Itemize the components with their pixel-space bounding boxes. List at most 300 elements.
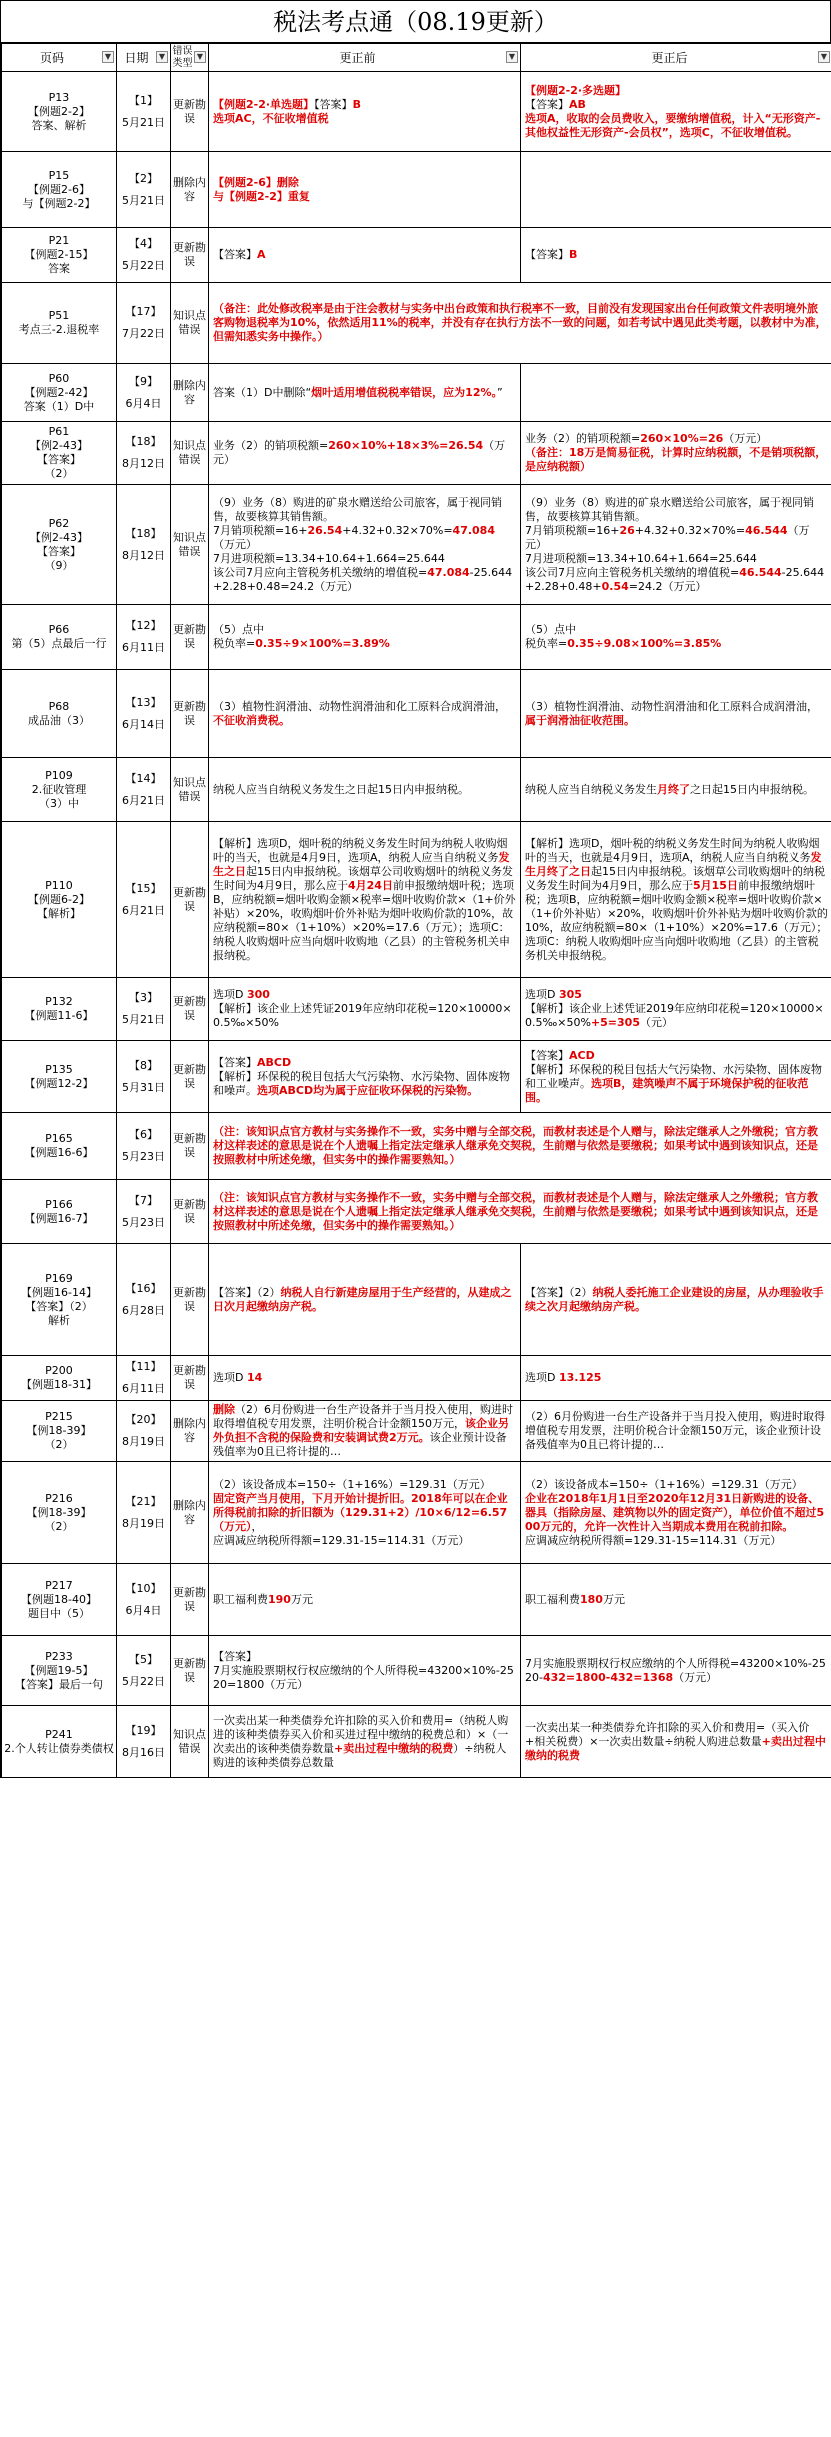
cell-text: 选项D	[525, 988, 559, 1001]
cell-text: （2）该设备成本=150÷（1+16%）=129.31（万元）	[213, 1477, 491, 1491]
highlighted-text: 14	[246, 1371, 263, 1384]
cell-date[interactable]	[117, 364, 171, 422]
error-type-text: 更新勘误	[173, 885, 206, 913]
cell-error-type[interactable]	[171, 1244, 209, 1356]
cell-note-merged[interactable]	[209, 1180, 831, 1244]
cell-date[interactable]	[117, 1564, 171, 1636]
table-row	[2, 1636, 831, 1706]
cell-after[interactable]	[521, 1244, 831, 1356]
highlighted-text: 纳税人委托施工企业建设的房屋，从办理验收手续之次月起缴纳房产税。	[525, 1285, 824, 1313]
highlighted-text: 属于润滑油征收范围。	[525, 713, 635, 727]
cell-page[interactable]	[2, 1564, 117, 1636]
cell-text: （万元）	[723, 432, 768, 445]
cell-date[interactable]	[117, 758, 171, 822]
highlighted-text: 不征收消费税。	[213, 713, 290, 727]
entry-date: 8月16日	[122, 1745, 165, 1759]
error-type-text: 更新勘误	[173, 1585, 206, 1613]
cell-error-type[interactable]	[171, 1113, 209, 1180]
highlighted-text: ACD	[569, 1048, 595, 1062]
cell-after[interactable]	[521, 1564, 831, 1636]
highlighted-text: 13.125	[558, 1371, 602, 1384]
cell-text: 业务（2）的销项税额=	[525, 432, 641, 445]
cell-date[interactable]	[117, 1636, 171, 1706]
cell-before[interactable]	[209, 1356, 521, 1401]
cell-error-type[interactable]	[171, 1180, 209, 1244]
cell-text: 该企业预计设备残值率为0且已将计提的…	[213, 1431, 507, 1458]
cell-text: 【解析】该企业上述凭证2019年应纳印花税=120×10000×0.5‰×50%	[525, 1002, 824, 1029]
header-type	[171, 44, 209, 72]
error-type-text: 删除内容	[173, 1498, 206, 1526]
highlighted-text: 删除	[213, 1403, 235, 1416]
cell-text: 万元	[290, 1592, 313, 1606]
cell-text: =24.2（万元）	[628, 579, 707, 593]
cell-text: 前申报缴纳烟叶税；选项B，应纳税额=烟叶收购金额×税率=烟叶收购价款×（1+价外补贴）×20%，收购烟叶价外补贴为烟叶收购价款的10%，故应纳税额=80×（1+10%）×20%=17.6（万元）；选项C：纳税人收购烟叶应当向烟叶收购地（乙县）的主管税务机关申报纳税。	[525, 878, 828, 962]
cell-text: 【解析】该企业上述凭证2019年应纳印花税=120×10000×0.5‰×50%	[213, 1002, 512, 1029]
highlighted-text: 260×10%=26	[640, 432, 724, 445]
cell-page[interactable]	[2, 605, 117, 670]
table-row	[2, 152, 831, 228]
cell-text: 答案（1）D中删除“	[213, 385, 312, 399]
cell-text: （万元） 7月进项税额=13.34+10.64+1.664=25.644 该公司7月应向主管税务机关缴纳的增值税=	[213, 537, 445, 579]
entry-date: 8月19日	[122, 1435, 165, 1448]
table-row	[2, 1356, 831, 1401]
table-row	[2, 283, 831, 364]
cell-before[interactable]	[209, 228, 521, 283]
page-ref-text: P200 【例题18-31】	[21, 1364, 97, 1391]
cell-text: 纳税人应当自纳税义务发生	[525, 782, 657, 796]
cell-error-type[interactable]	[171, 670, 209, 758]
error-type-text: 更新勘误	[173, 623, 206, 650]
highlighted-text: ABCD	[257, 1055, 292, 1069]
entry-number: 【18】	[125, 435, 162, 448]
cell-note-merged[interactable]	[209, 283, 831, 364]
highlighted-text: 0.35÷9.08×100%=3.85%	[567, 637, 722, 650]
cell-text: 选项D	[213, 988, 247, 1001]
entry-number: 【12】	[125, 619, 162, 632]
table-row	[2, 1401, 831, 1462]
table-row	[2, 1113, 831, 1180]
entry-number: 【18】	[125, 526, 162, 540]
highlighted-text: 47.084	[452, 523, 495, 537]
error-type-text: 删除内容	[173, 175, 206, 203]
entry-number: 【7】	[129, 1193, 158, 1207]
cell-page[interactable]	[2, 822, 117, 978]
cell-error-type[interactable]	[171, 1636, 209, 1706]
cell-after[interactable]	[521, 758, 831, 822]
cell-text: （2）6月份购进一台生产设备并于当月投入使用，购进时取得增值税专用发票，注明价税合计金额150万元，	[213, 1403, 513, 1430]
highlighted-text: 纳税人自行新建房屋用于生产经营的，从建成之日次月起缴纳房产税。	[213, 1285, 512, 1313]
highlighted-text: 46.544	[745, 523, 788, 537]
cell-page[interactable]	[2, 1636, 117, 1706]
page-ref-text: P233 【例题19-5】 【答案】最后一句	[15, 1649, 103, 1691]
entry-number: 【11】	[125, 1360, 162, 1373]
error-type-text: 更新勘误	[173, 1364, 206, 1391]
filter-dropdown-icon[interactable]: ▼	[506, 51, 518, 63]
cell-date[interactable]	[117, 822, 171, 978]
cell-text: （3）植物性润滑油、动物性润滑油和化工原料合成润滑油，	[525, 699, 818, 713]
cell-text: 【答案】	[525, 97, 569, 111]
cell-before[interactable]	[209, 670, 521, 758]
header-label: 错误类型	[172, 45, 193, 69]
entry-date: 5月22日	[122, 259, 165, 272]
error-type-text: 更新勘误	[173, 699, 206, 727]
highlighted-text: 【例题2-6】删除 与【例题2-2】重复	[213, 175, 310, 203]
cell-text: （3）植物性润滑油、动物性润滑油和化工原料合成润滑油，	[213, 699, 506, 713]
table-row	[2, 822, 831, 978]
cell-before[interactable]	[209, 485, 521, 605]
cell-before[interactable]	[209, 152, 521, 228]
cell-error-type[interactable]	[171, 72, 209, 152]
highlighted-text: 26	[619, 523, 635, 537]
cell-error-type[interactable]	[171, 1401, 209, 1462]
entry-number: 【16】	[125, 1281, 162, 1295]
cell-text: 纳税人购进的该种类债券买入价和买进过程中缴纳的税费总和	[213, 1713, 509, 1741]
error-type-text: 删除内容	[173, 378, 206, 406]
cell-before[interactable]	[209, 72, 521, 152]
cell-error-type[interactable]	[171, 364, 209, 422]
cell-text: （万元）	[673, 1670, 718, 1684]
cell-before[interactable]	[209, 1244, 521, 1356]
cell-after[interactable]	[521, 228, 831, 283]
highlighted-text: +卖出过程中缴纳的税费	[334, 1741, 454, 1755]
cell-date[interactable]	[117, 1462, 171, 1564]
cell-date[interactable]	[117, 978, 171, 1041]
entry-number: 【8】	[129, 1058, 158, 1072]
entry-date: 6月28日	[122, 1303, 165, 1317]
entry-date: 8月12日	[122, 457, 165, 470]
cell-error-type[interactable]	[171, 228, 209, 283]
cell-after[interactable]	[521, 1041, 831, 1113]
cell-text: 纳税人应当自纳税义务发生之日起15日内申报纳税。	[213, 782, 469, 796]
cell-page[interactable]	[2, 1356, 117, 1401]
cell-text: 前申报缴纳烟叶税；选项B，应纳税额=烟叶收购金额×税率=烟叶收购价款×（1+价外补贴）×20%，收购烟叶价外补贴为烟叶收购价款的10%，故应纳税额=80×（1+10%）×20%=17.6（万元）；选项C：纳税人收购烟叶应当向烟叶收购地（乙县）的主管税务机关申报纳税。	[213, 878, 516, 962]
cell-text: +4.32+0.32×70%=	[634, 523, 746, 537]
page-ref-text: P15 【例题2-6】 与【例题2-2】	[22, 168, 96, 210]
entry-date: 5月22日	[122, 1674, 165, 1688]
cell-after[interactable]	[521, 1356, 831, 1401]
cell-text: 业务（2）的销项税额=	[213, 439, 329, 452]
cell-page[interactable]	[2, 1180, 117, 1244]
cell-date[interactable]	[117, 283, 171, 364]
header-before	[209, 44, 521, 72]
cell-text: 【答案】	[213, 248, 257, 261]
cell-page[interactable]	[2, 1244, 117, 1356]
cell-error-type[interactable]	[171, 283, 209, 364]
cell-after[interactable]	[521, 1706, 831, 1778]
cell-page[interactable]	[2, 152, 117, 228]
cell-text: 【解析】选项D，烟叶税的纳税义务发生时间为纳税人收购烟叶的当天，也就是4月9日，选项A，纳税人应当自纳税义务	[525, 836, 820, 864]
cell-error-type[interactable]	[171, 1356, 209, 1401]
error-type-text: 更新勘误	[173, 995, 206, 1022]
cell-before[interactable]	[209, 364, 521, 422]
highlighted-text: 5月15日	[693, 878, 738, 892]
table-row	[2, 605, 831, 670]
table-row	[2, 485, 831, 605]
highlighted-text: （注：该知识点官方教材与实务操作不一致，实务中赠与全部交税，而教材表述是个人赠与，除法定继承人之外缴税；官方教材这样表述的意思是说在个人遗嘱上指定法定继承人继承免交契税，生前赠与依然是要缴税；如果考试中遇到该知识点，还是按照教材中所述免缴，但实务中的操作需要熟知。）	[213, 1190, 818, 1232]
page-ref-text: P13 【例题2-2】 答案、解析	[28, 90, 90, 132]
cell-after[interactable]	[521, 1462, 831, 1564]
highlighted-text: 发生之日	[213, 850, 510, 878]
highlighted-text: 选项B，建筑噪声不属于环境保护税的征收范围。	[525, 1076, 809, 1104]
cell-date[interactable]	[117, 1180, 171, 1244]
cell-after[interactable]	[521, 1401, 831, 1462]
entry-number: 【15】	[125, 881, 162, 895]
cell-page[interactable]	[2, 72, 117, 152]
cell-text: 一次卖出某一种类债券允许扣除的买入价和费用=（买入价+相关税费）×一次卖出数量÷纳税人购进总数量	[525, 1720, 810, 1748]
entry-number: 【9】	[129, 374, 158, 388]
highlighted-text: 选项AC，不征收增值税	[213, 111, 329, 125]
highlighted-text: 选项ABCD均为属于应征收环保税的污染物。	[257, 1083, 479, 1097]
table-row	[2, 978, 831, 1041]
cell-date[interactable]	[117, 670, 171, 758]
error-type-text: 更新勘误	[173, 1132, 206, 1159]
table-row	[2, 1180, 831, 1244]
cell-date[interactable]	[117, 422, 171, 485]
cell-date[interactable]	[117, 1113, 171, 1180]
cell-text: 【解析】环保税的税目包括大气污染物、水污染物、固体废物和噪声。	[213, 1069, 510, 1097]
cell-before[interactable]	[209, 1462, 521, 1564]
entry-date: 5月23日	[122, 1215, 165, 1229]
highlighted-text: AB	[569, 97, 586, 111]
cell-page[interactable]	[2, 1706, 117, 1778]
entry-date: 5月31日	[122, 1080, 165, 1094]
cell-text: 【答案】 7月实施股票期权行权应缴纳的个人所得税=43200×10%-2520=1800（万元）	[213, 1649, 514, 1691]
highlighted-text: 46.544	[739, 565, 782, 579]
page-ref-text: P217 【例题18-40】 题目中（5）	[21, 1578, 97, 1620]
cell-after[interactable]	[521, 978, 831, 1041]
highlighted-text: 260×10%+18×3%=26.54	[328, 439, 484, 452]
cell-page[interactable]	[2, 1113, 117, 1180]
entry-date: 6月21日	[122, 793, 165, 807]
cell-after[interactable]	[521, 152, 831, 228]
highlighted-text: 305	[558, 988, 582, 1001]
error-type-text: 知识点错误	[173, 309, 206, 336]
cell-before[interactable]	[209, 758, 521, 822]
highlighted-text: 26.54	[307, 523, 343, 537]
page-ref-text: P216 【例18-39】 （2）	[26, 1491, 92, 1533]
cell-date[interactable]	[117, 1706, 171, 1778]
cell-after[interactable]	[521, 72, 831, 152]
cell-date[interactable]	[117, 1356, 171, 1401]
page-ref-text: P68 成品油（3）	[28, 699, 90, 727]
error-type-text: 更新勘误	[173, 1656, 206, 1684]
cell-error-type[interactable]	[171, 1706, 209, 1778]
header-row	[2, 44, 831, 72]
cell-page[interactable]	[2, 364, 117, 422]
cell-after[interactable]	[521, 605, 831, 670]
cell-page[interactable]	[2, 670, 117, 758]
entry-number: 【17】	[125, 305, 162, 318]
cell-date[interactable]	[117, 1041, 171, 1113]
cell-page[interactable]	[2, 758, 117, 822]
header-page	[2, 44, 117, 72]
entry-number: 【5】	[129, 1652, 158, 1666]
cell-before[interactable]	[209, 978, 521, 1041]
cell-before[interactable]	[209, 1041, 521, 1113]
cell-date[interactable]	[117, 72, 171, 152]
error-type-text: 更新勘误	[173, 1062, 206, 1090]
cell-error-type[interactable]	[171, 485, 209, 605]
cell-error-type[interactable]	[171, 422, 209, 485]
highlighted-text: 企业在2018年1月1日至2020年12月31日新购进的设备、器具（指除房屋、建筑物以外的固定资产），单位价值不超过500万元的，允许一次性计入当期成本费用在税前扣除。	[525, 1491, 825, 1533]
cell-error-type[interactable]	[171, 605, 209, 670]
header-date	[117, 44, 171, 72]
cell-page[interactable]	[2, 283, 117, 364]
cell-error-type[interactable]	[171, 1041, 209, 1113]
highlighted-text: 0.35÷9×100%=3.89%	[255, 637, 390, 650]
error-type-text: 知识点错误	[173, 530, 206, 558]
highlighted-text: （备注：18万是简易征税，计算时应纳税额，不是销项税额，是应纳税额）	[525, 446, 827, 473]
cell-date[interactable]	[117, 485, 171, 605]
cell-before[interactable]	[209, 822, 521, 978]
entry-date: 6月4日	[125, 396, 162, 410]
cell-date[interactable]	[117, 605, 171, 670]
cell-text: 【答案】	[525, 1048, 569, 1062]
cell-after[interactable]	[521, 364, 831, 422]
entry-date: 5月21日	[122, 1013, 165, 1026]
cell-before[interactable]	[209, 1636, 521, 1706]
cell-text: +4.32+0.32×70%=	[342, 523, 453, 537]
cell-text: 【答案】	[525, 248, 569, 261]
cell-page[interactable]	[2, 1041, 117, 1113]
error-type-text: 知识点错误	[173, 1727, 206, 1755]
table-row	[2, 1462, 831, 1564]
cell-page[interactable]	[2, 228, 117, 283]
filter-dropdown-icon[interactable]: ▼	[156, 51, 168, 63]
entry-number: 【14】	[125, 771, 162, 785]
cell-text: （元）	[639, 1016, 673, 1029]
highlighted-text: （备注：此处修改税率是由于注会教材与实务中出台政策和执行税率不一致，目前没有发现国家出台任何政策文件表明境外旅客购物退税率为10%，依然适用11%的税率，并没有存在执行方法不一致的问题，如若考试中遇见此类考题，以教材中为准，但需知悉实务中操作。）	[213, 302, 827, 343]
cell-page[interactable]	[2, 1401, 117, 1462]
error-type-text: 知识点错误	[173, 775, 206, 803]
cell-text: 【解析】环保税的税目包括大气污染物、水污染物、固体废物和工业噪声。	[525, 1062, 822, 1090]
entry-number: 【13】	[125, 695, 162, 709]
cell-text: ）×（一次卖出的该种类债券数量	[213, 1727, 509, 1755]
cell-after[interactable]	[521, 822, 831, 978]
highlighted-text: B	[352, 97, 361, 111]
filter-dropdown-icon[interactable]: ▼	[818, 51, 830, 63]
cell-text: （5）点中 税负率=	[213, 623, 264, 650]
page-ref-text: P109 2.征收管理 （3）中	[31, 768, 87, 810]
cell-text: -25.644+2.28+0.48+	[525, 565, 825, 593]
cell-error-type[interactable]	[171, 1564, 209, 1636]
cell-before[interactable]	[209, 1401, 521, 1462]
cell-date[interactable]	[117, 152, 171, 228]
entry-date: 5月21日	[122, 193, 165, 207]
page-ref-text: P166 【例题16-7】	[24, 1197, 94, 1225]
cell-text: 一次卖出某一种类债券允许扣除的买入价和费用=（	[213, 1713, 465, 1727]
page-ref-text: P169 【例题16-14】 【答案】（2） 解析	[21, 1271, 97, 1327]
cell-text: 万元	[602, 1592, 625, 1606]
cell-note-merged[interactable]	[209, 1113, 831, 1180]
entry-date: 6月21日	[122, 903, 165, 917]
cell-text: （9）业务（8）购进的矿泉水赠送给公司旅客，属于视同销售，故要核算其销售额。 7月销项税额=16+	[525, 495, 814, 537]
cell-after[interactable]	[521, 422, 831, 485]
sheet-title: 税法考点通（08.19更新）	[1, 1, 831, 43]
cell-after[interactable]	[521, 670, 831, 758]
filter-dropdown-icon[interactable]: ▼	[102, 51, 114, 63]
entry-date: 6月14日	[122, 717, 165, 731]
cell-error-type[interactable]	[171, 758, 209, 822]
highlighted-text: B	[569, 248, 578, 261]
table-row	[2, 670, 831, 758]
cell-text: ）÷纳税人购进的该种类债券总数量	[213, 1741, 507, 1769]
cell-text: 【答案】（2）	[213, 1285, 281, 1299]
cell-before[interactable]	[209, 1564, 521, 1636]
cell-text: 之日起15日内申报纳税。	[690, 782, 814, 796]
highlighted-text: 固定资产当月使用，下月开始计提折旧。2018年可以在企业所得税前扣除的折旧额为（129.31+2）/10×6/12=6.57（万元）	[213, 1491, 508, 1533]
entry-number: 【1】	[129, 93, 158, 107]
highlighted-text: （注：该知识点官方教材与实务操作不一致，实务中赠与全部交税，而教材表述是个人赠与，除法定继承人之外缴税；官方教材这样表述的意思是说在个人遗嘱上指定法定继承人继承免交契税，生前赠与依然是要缴税；如果考试中遇到该知识点，还是按照教材中所述免缴，但实务中的操作需要熟知。）	[213, 1125, 818, 1166]
cell-page[interactable]	[2, 485, 117, 605]
cell-error-type[interactable]	[171, 152, 209, 228]
highlighted-text: 月终了	[657, 782, 690, 796]
page-ref-text: P60 【例题2-42】 答案（1）D中	[23, 371, 95, 413]
filter-dropdown-icon[interactable]: ▼	[194, 51, 206, 63]
cell-date[interactable]	[117, 1244, 171, 1356]
header-after	[521, 44, 831, 72]
highlighted-text: 432=1800-432=1368	[542, 1670, 674, 1684]
header-label: 更正前	[339, 51, 376, 65]
table-row	[2, 364, 831, 422]
highlighted-text: 【例题2-2·单选题】	[213, 97, 315, 111]
cell-before[interactable]	[209, 422, 521, 485]
errata-table	[1, 43, 831, 1778]
page-ref-text: P215 【例18-39】 （2）	[26, 1410, 92, 1451]
entry-date: 8月12日	[122, 548, 165, 562]
cell-date[interactable]	[117, 228, 171, 283]
cell-date[interactable]	[117, 1401, 171, 1462]
cell-text: 选项D	[525, 1371, 559, 1384]
highlighted-text: 190	[268, 1592, 291, 1606]
cell-error-type[interactable]	[171, 978, 209, 1041]
highlighted-text: 选项A，收取的会员费收入，要缴纳增值税，计入“无形资产-其他权益性无形资产-会员权”，选项C，不征收增值税。	[525, 111, 821, 139]
cell-after[interactable]	[521, 1636, 831, 1706]
header-label: 页码	[39, 51, 64, 65]
table-row	[2, 1244, 831, 1356]
highlighted-text: +5=305	[590, 1016, 640, 1029]
entry-date: 8月19日	[122, 1516, 165, 1530]
cell-text: 选项D	[213, 1371, 247, 1384]
entry-date: 7月22日	[122, 327, 165, 340]
entry-number: 【21】	[125, 1494, 162, 1508]
header-label: 日期	[124, 51, 149, 65]
cell-page[interactable]	[2, 422, 117, 485]
error-type-text: 更新勘误	[173, 1197, 206, 1225]
entry-number: 【19】	[125, 1723, 162, 1737]
page-ref-text: P132 【例题11-6】	[24, 995, 94, 1022]
cell-page[interactable]	[2, 978, 117, 1041]
cell-before[interactable]	[209, 1706, 521, 1778]
cell-before[interactable]	[209, 605, 521, 670]
cell-error-type[interactable]	[171, 1462, 209, 1564]
entry-date: 6月11日	[122, 641, 165, 654]
page-ref-text: P21 【例题2-15】 答案	[24, 234, 94, 275]
page-ref-text: P135 【例题12-2】	[24, 1062, 94, 1090]
table-row	[2, 758, 831, 822]
cell-after[interactable]	[521, 485, 831, 605]
table-row	[2, 422, 831, 485]
page-ref-text: P110 【例题6-2】 【解析】	[28, 878, 90, 920]
page-ref-text: P165 【例题16-6】	[24, 1132, 94, 1159]
cell-text: （2）6月份购进一台生产设备并于当月投入使用，购进时取得增值税专用发票，注明价税合计金额150万元，该企业预计设备残值率为0且已将计提的…	[525, 1410, 825, 1451]
entry-date: 6月4日	[125, 1603, 162, 1617]
table-row	[2, 1564, 831, 1636]
cell-error-type[interactable]	[171, 822, 209, 978]
cell-text: ， 应调减应纳税所得额=129.31-15=114.31（万元）	[213, 1519, 470, 1547]
highlighted-text: 【例题2-2·多选题】	[525, 83, 627, 97]
cell-page[interactable]	[2, 1462, 117, 1564]
